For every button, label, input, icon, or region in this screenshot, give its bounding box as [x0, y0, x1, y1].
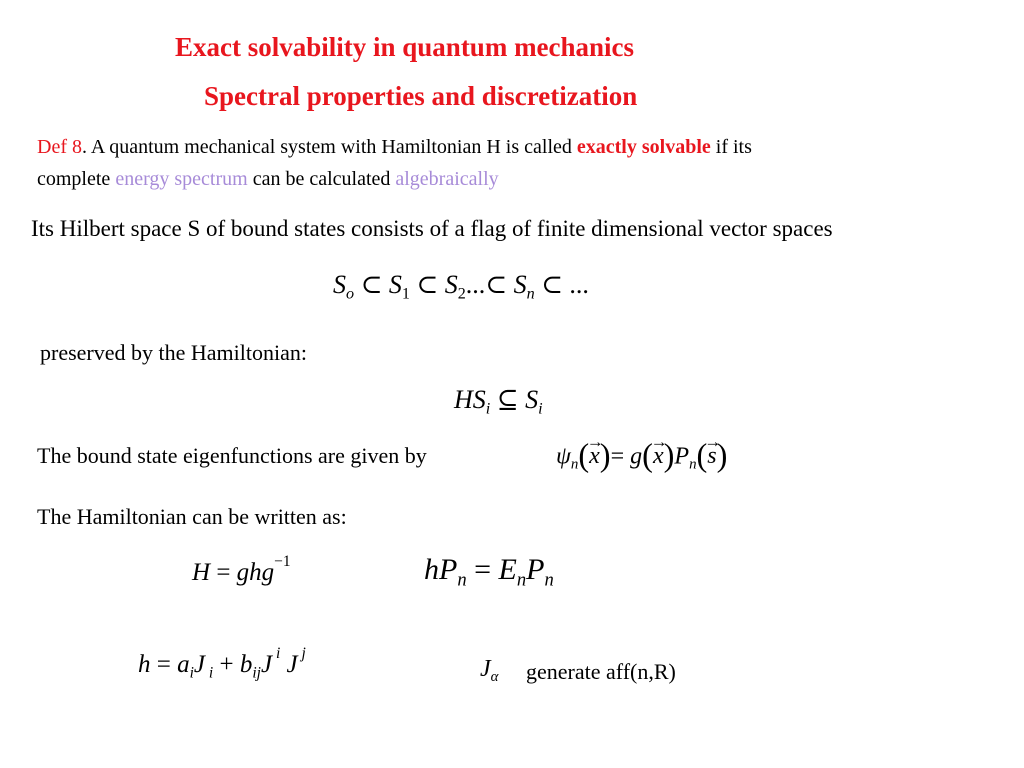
preserved-sentence: preserved by the Hamiltonian: — [40, 340, 307, 365]
eigenvalue-formula: $hP_n = E_nP_n$ — [424, 553, 554, 591]
definition-text-a: . A quantum mechanical system with Hamiltonian H is called — [81, 136, 577, 158]
exactly-solvable-term: exactly solvable — [576, 136, 711, 158]
definition-text-c: complete — [37, 168, 116, 190]
definition-text-b: if its — [710, 136, 752, 158]
hamiltonian-sentence: The Hamiltonian can be written as: — [37, 504, 347, 529]
generator-symbol: $J_\alpha$ — [480, 656, 499, 686]
flag-formula: $S_o$ ⊂ $S_1$ ⊂ $S_2...\subset$ $S_n$ ⊂ ... — [333, 270, 589, 303]
invariance-formula: $HS_i$ ⊆ $S_i$ — [454, 385, 543, 418]
definition-label: Def 8 — [37, 136, 82, 158]
eigenfunction-sentence: The bound state eigenfunctions are given by — [37, 443, 427, 468]
definition-block — [37, 131, 752, 195]
energy-spectrum-term: energy spectrum — [115, 168, 248, 190]
definition-line1 — [37, 131, 752, 163]
lie-algebraic-formula: $h = a_iJ$ $_i + b_{ij}J$ $^i$ J $^j$ — [138, 645, 306, 682]
definition-text-d: can be calculated — [247, 168, 396, 190]
hilbert-sentence: Its Hilbert space S of bound states consists of a flag of finite dimensional vector spaces — [31, 216, 833, 241]
slide-title-line1: Exact solvability in quantum mechanics — [175, 32, 635, 62]
gauge-formula: H = ghg$^{-1}$ — [192, 553, 291, 586]
generate-text: generate aff(n,R) — [526, 659, 676, 684]
definition-line2 — [37, 163, 752, 195]
algebraically-term: algebraically — [395, 168, 499, 190]
eigenfunction-formula: $\psi_n(\to x)= g(\to x)P_n(\to s)$ — [556, 438, 727, 475]
slide-title-line2: Spectral properties and discretization — [204, 81, 638, 111]
